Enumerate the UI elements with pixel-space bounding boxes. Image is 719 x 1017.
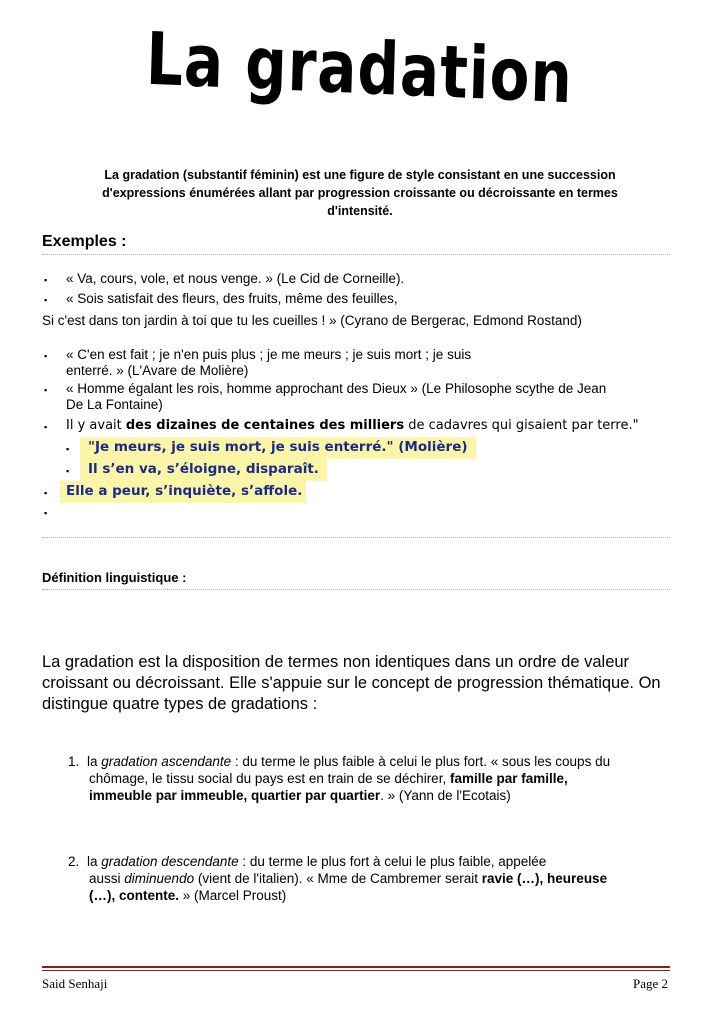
list-item xyxy=(44,270,47,289)
highlighted-example xyxy=(60,481,306,503)
type-emphasis: famille par famille, xyxy=(449,771,568,786)
list-item xyxy=(66,461,69,480)
example-text: Il s’en va, s’éloigne, disparaît. xyxy=(88,461,319,477)
example-text: enterré. » (L'Avare de Molière) xyxy=(66,363,249,378)
bullet-icon: ▪ xyxy=(44,385,48,395)
footer-author: Said Senhaji xyxy=(42,976,108,991)
examples-heading: Exemples : xyxy=(42,233,127,250)
page-number: Page 2 xyxy=(632,976,668,991)
list-item xyxy=(66,439,69,458)
bullet-icon: ▪ xyxy=(44,275,48,285)
type-emphasis: (…), contente. xyxy=(89,888,179,903)
examples-divider xyxy=(42,254,670,255)
type-text: : du terme le plus faible à celui le plus fort. « sous les coups du xyxy=(231,754,611,769)
section-divider xyxy=(42,537,670,538)
intro-definition: La gradation (substantif féminin) est une figure de style consistant en une succession d'expressions énumérées allant par progression croissante ou décroissante en termes d'intensité. xyxy=(102,168,618,218)
footer-rule xyxy=(42,970,670,971)
bullet-icon: ▪ xyxy=(44,488,48,498)
highlighted-example xyxy=(80,459,327,481)
type-text: chômage, le tissu social du pays est en train de se déchirer, xyxy=(89,771,450,786)
example-text-emphasis: des dizaines de centaines des milliers xyxy=(125,418,405,433)
type-text: aussi xyxy=(89,871,125,886)
bullet-icon: ▪ xyxy=(66,466,70,476)
list-item xyxy=(44,503,47,522)
type-text: la xyxy=(87,854,102,869)
type-text: la xyxy=(87,754,102,769)
footer-rule xyxy=(42,966,670,968)
highlighted-example xyxy=(80,437,476,459)
type-text: (vient de l'italien). « Mme de Cambremer serait xyxy=(194,871,482,886)
type-1-line-3 xyxy=(89,786,511,806)
bullet-icon: ▪ xyxy=(44,351,48,361)
type-emphasis: immeuble par immeuble, quartier par quartier xyxy=(89,788,381,803)
bullet-icon: ▪ xyxy=(66,444,70,454)
example-text xyxy=(66,417,639,434)
type-term: gradation ascendante xyxy=(101,754,232,769)
example-text: Elle a peur, s’inquiète, s’affole. xyxy=(66,483,303,499)
example-text: "Je meurs, je suis mort, je suis enterré." (Molière) xyxy=(88,439,468,455)
type-text: : du terme le plus fort à celui le plus faible, appelée xyxy=(238,854,547,869)
bullet-icon: ▪ xyxy=(44,295,48,305)
bullet-icon: ▪ xyxy=(44,422,48,432)
definition-paragraph: La gradation est la disposition de termes non identiques dans un ordre de valeur croissant ou décroissant. Elle s'appuie sur le concept de progression thématique. On distingue quatre types de gradations : xyxy=(42,653,661,713)
example-text: De La Fontaine) xyxy=(66,397,163,412)
type-text: » (Marcel Proust) xyxy=(179,888,287,903)
type-emphasis: ravie (…), heureuse xyxy=(481,871,608,886)
page-title: La gradation xyxy=(144,16,575,120)
list-item xyxy=(44,346,47,365)
list-item xyxy=(44,380,47,399)
type-text: . » (Yann de l'Ecotais) xyxy=(380,788,511,803)
list-number: 2. xyxy=(68,854,80,869)
type-term: diminuendo xyxy=(124,871,195,886)
example-text: « Homme égalant les rois, homme approchant des Dieux » (Le Philosophe scythe de Jean xyxy=(66,381,607,396)
definition-heading: Définition linguistique : xyxy=(42,570,187,585)
example-text-end: de cadavres qui gisaient par terre." xyxy=(404,418,639,433)
list-item xyxy=(44,417,47,436)
example-text: « Sois satisfait des fleurs, des fruits, même des feuilles, xyxy=(66,291,398,306)
type-term: gradation descendante xyxy=(101,854,239,869)
example-text: « Va, cours, vole, et nous venge. » (Le Cid de Corneille). xyxy=(66,271,405,286)
type-2-line-3 xyxy=(89,886,286,906)
example-text: « C'en est fait ; je n'en puis plus ; je me meurs ; je suis mort ; je suis xyxy=(66,347,472,362)
list-item xyxy=(44,290,47,309)
list-number: 1. xyxy=(68,754,80,769)
bullet-icon: ▪ xyxy=(44,508,48,518)
example-text: Si c'est dans ton jardin à toi que tu les cueilles ! » (Cyrano de Bergerac, Edmond Rostand) xyxy=(42,313,582,328)
example-text-start: Il y avait xyxy=(66,418,126,433)
list-item xyxy=(44,483,47,502)
definition-divider xyxy=(42,589,670,590)
